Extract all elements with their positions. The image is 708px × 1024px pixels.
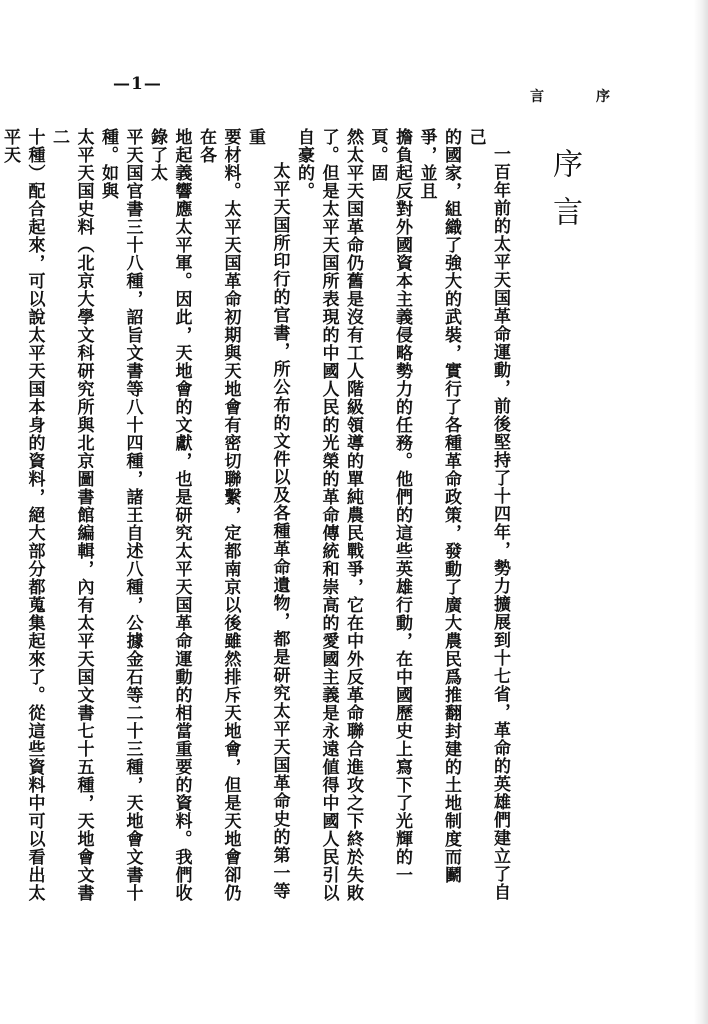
paragraph-2 [0,128,292,910]
text-column: 太平天国史料（北京大學文科研究所與北京圖書館編輯，內有太平天国文書七十五種，天地會文書二 [49,128,94,902]
text-column: 的國家，組織了強大的武裝，實行了各種革命政策，發動了廣大農民爲推翻封建的土地制度而鬬爭，並且 [416,128,461,884]
text-column: 要材料。太平天国革命初期與天地會有密切聯繫，定都南京以後雖然排斥天地會，但是天地會卻仍在各 [196,128,241,902]
text-column: 自豪的。 [294,128,314,200]
text-column: 然太平天国革命仍舊是沒有工人階級領導的單純農民戰爭，它在中外反革命聯合進攻之下終於失敗 [343,128,363,902]
page-title: 序言 [547,148,582,244]
paragraph-1 [292,128,513,910]
text-column: 一百年前的太平天国革命運動，前後堅持了十四年，勢力擴展到十七省，革命的英雄們建立了自己 [465,128,510,901]
text-column: 平天国官書三十八種，詔旨文書等八十四種，諸王自述八種，公據金石等二十三種，天地會文書十種。如與 [98,128,143,902]
text-column: 擔負起反對外國資本主義侵略勢力的任務。他們的這些英雄行動，在中國歷史上寫下了光輝的一頁。固 [367,128,412,884]
text-column: 了。但是太平天国所表現的中國人民的光榮的革命傳統和崇高的愛國主義是永遠値得中國人民引以 [318,128,339,902]
body-text [0,128,512,910]
text-column: 地起義響應太平軍。因此，天地會的文獻，也是研究太平天国革命運動的相當重要的資料。我們收錄了太 [147,128,192,902]
text-column: 十種）配合起來，可以說太平天国本身的資料，絕大部分都蒐集起來了。從這些資料中可以看出太平天 [0,128,45,902]
running-head-right: 序 [596,89,610,105]
page-number: —1— [113,74,162,94]
text-column: 太平天国所印行的官書，所公布的文件以及各種革命遺物，都是研究太平天国革命史的第一等重 [245,128,290,900]
binding-shadow [694,0,708,1024]
running-head-left: 言 [530,89,544,105]
